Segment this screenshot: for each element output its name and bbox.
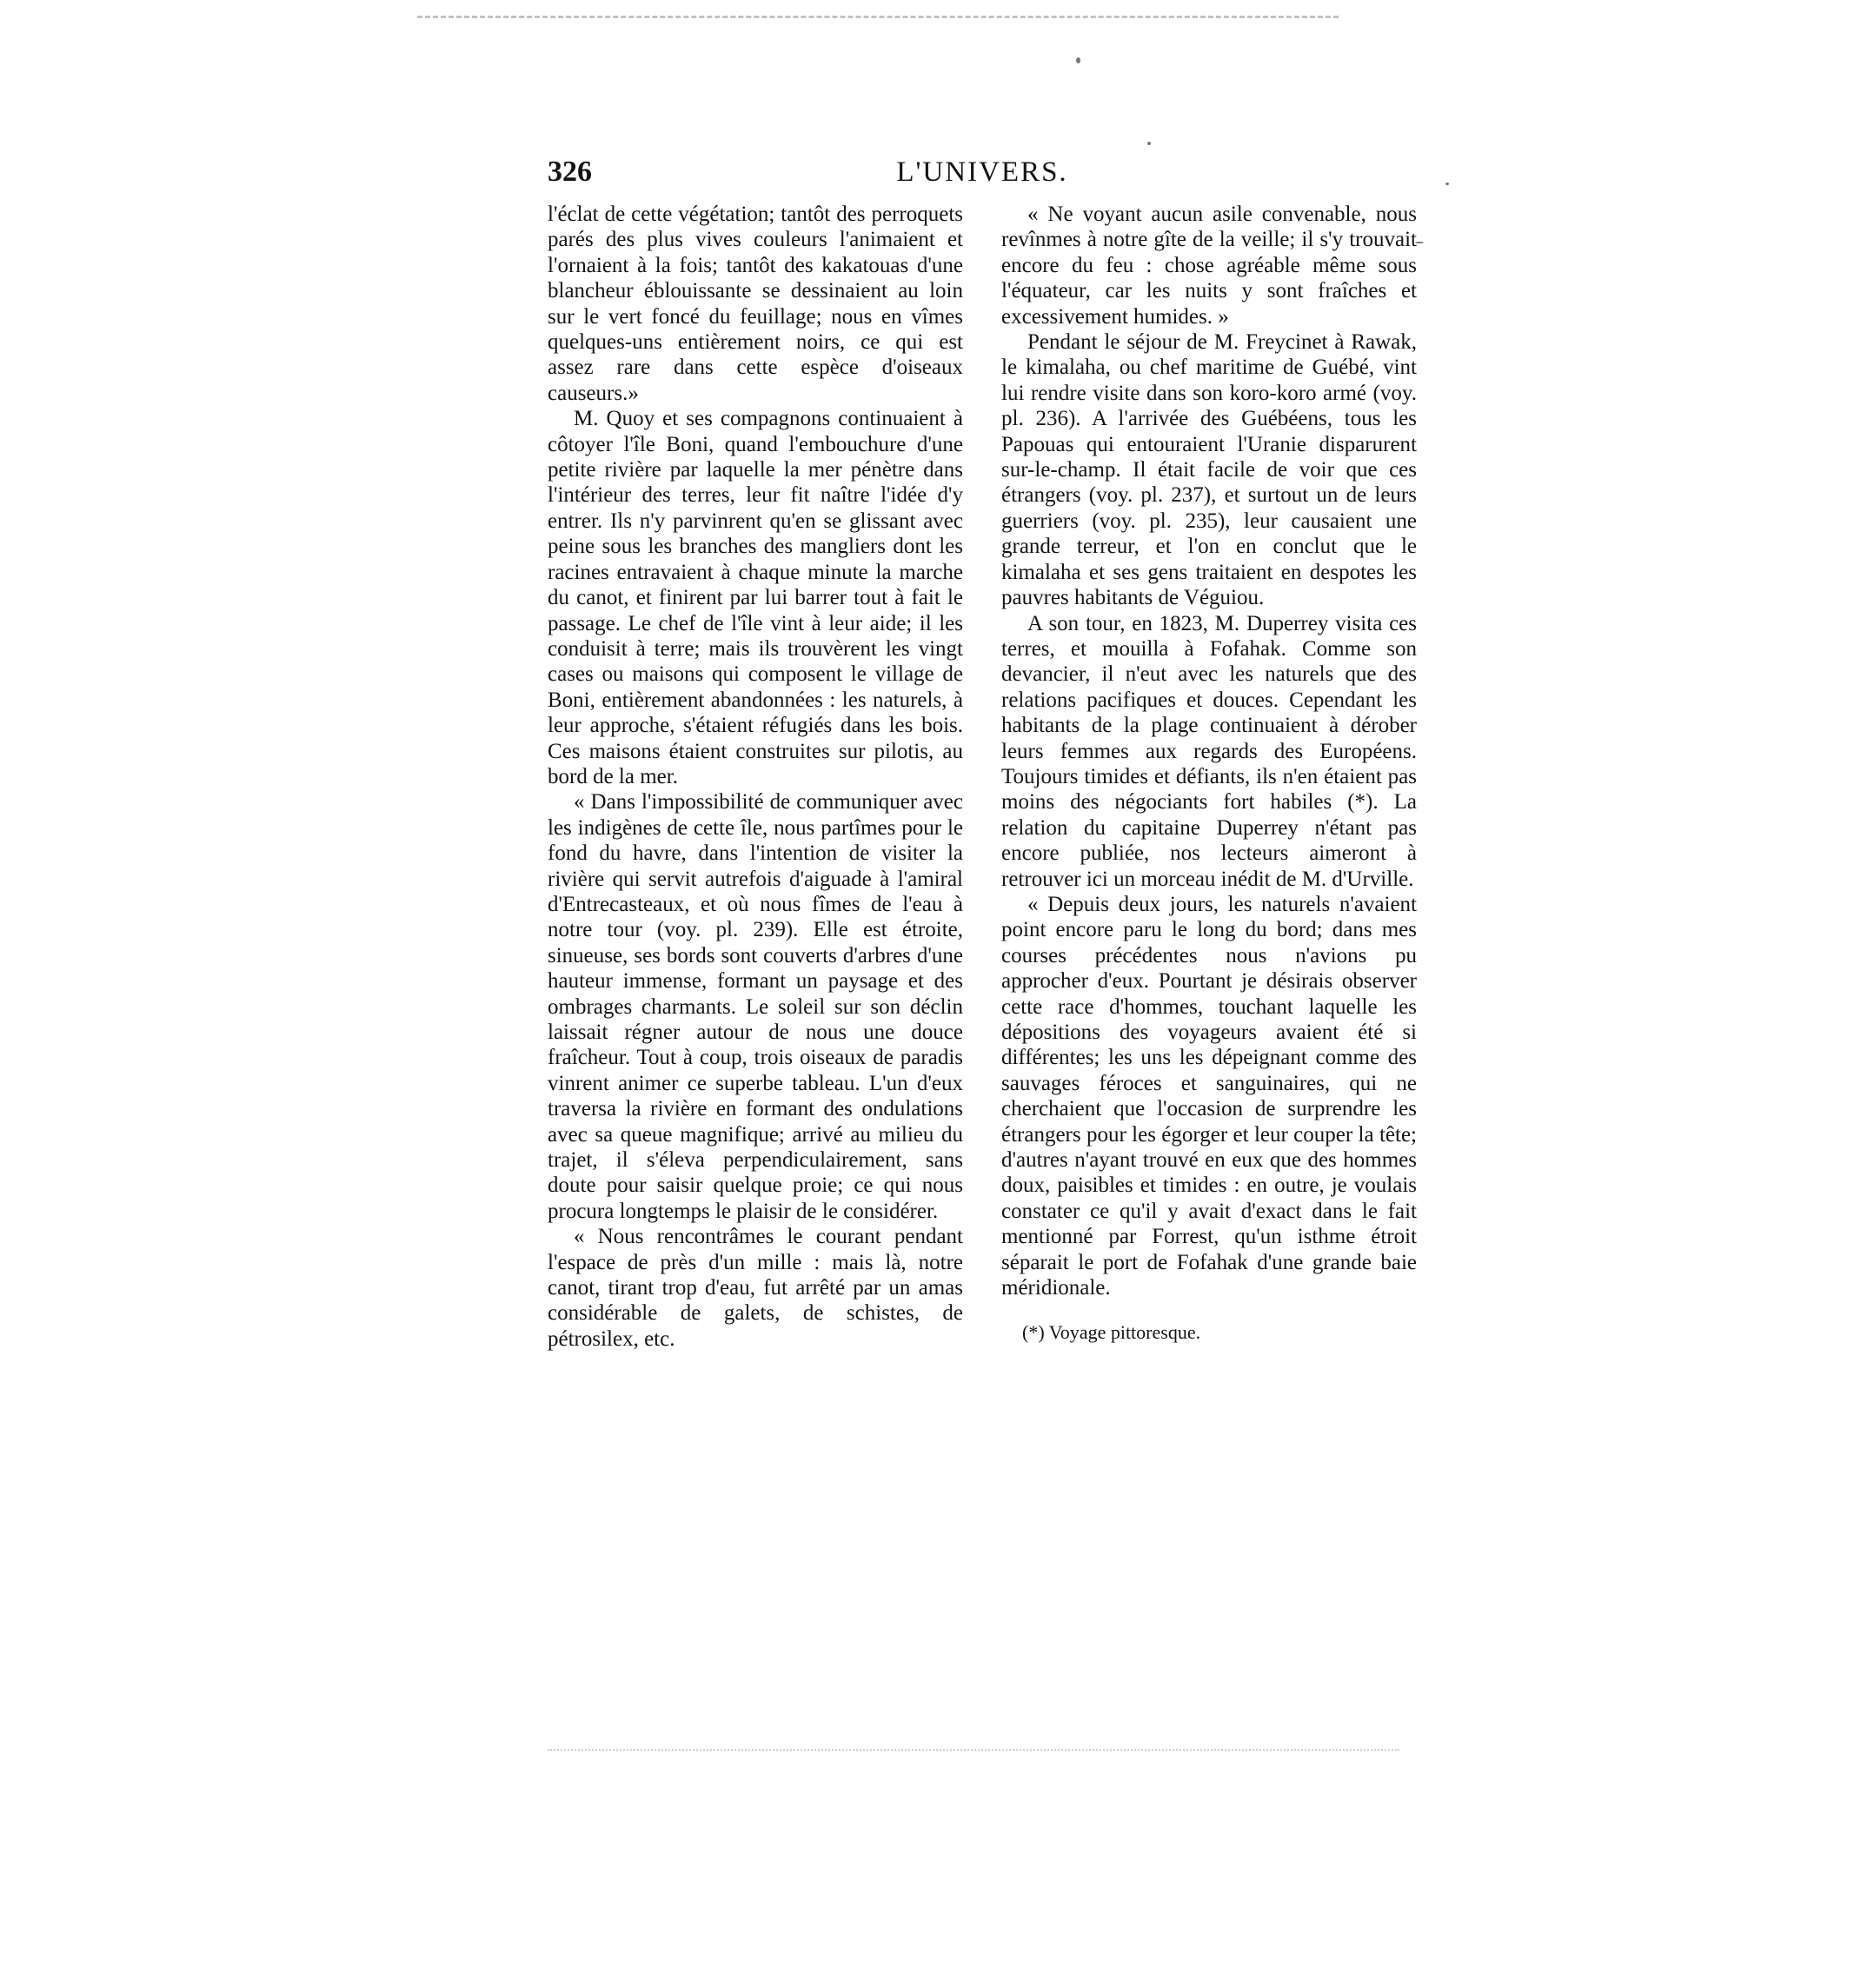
paragraph: l'éclat de cette végétation; tantôt des perroquets parés des plus vives couleurs l'animaient et l'ornaient à la fois; tantôt des kakatouas d'une blancheur éblouissante se dessinaient au loin sur le vert foncé du feuillage; nous en vîmes quelques-uns entièrement noirs, ce qui est assez rare dans cette espèce d'oiseaux causeurs.» bbox=[548, 203, 963, 405]
scan-speck bbox=[1147, 142, 1151, 145]
scan-speck bbox=[1445, 183, 1449, 185]
paragraph: « Ne voyant aucun asile convenable, nous revînmes à notre gîte de la veille; il s'y trouvait encore du feu : chose agréable même sous l'équateur, car les nuits y sont fraîches et excessivement humides. » bbox=[1001, 203, 1417, 329]
scan-edge-top bbox=[417, 16, 1339, 18]
running-title: L'UNIVERS. bbox=[896, 156, 1068, 188]
paragraph: A son tour, en 1823, M. Duperrey visita ces terres, et mouilla à Fofahak. Comme son devancier, il n'eut avec les naturels que des relations pacifiques et douces. Cependant les habitants de la plage continuaient à dérober leurs femmes aux regards des Européens. Toujours timides et défiants, ils n'en étaient pas moins des négociants fort habiles (*). La relation du capitaine Duperrey n'étant pas encore publiée, nos lecteurs aimeront à retrouver ici un morceau inédit de M. d'Urville. bbox=[1001, 611, 1417, 891]
paragraph: « Nous rencontrâmes le courant pendant l'espace de près d'un mille : mais là, notre canot, tirant trop d'eau, fut arrêté par un amas considérable de galets, de schistes, de pétrosilex, etc. bbox=[548, 1225, 963, 1351]
page-number: 326 bbox=[548, 156, 592, 188]
paragraph: M. Quoy et ses compagnons continuaient à côtoyer l'île Boni, quand l'embouchure d'une petite rivière par laquelle la mer pénètre dans l'intérieur des terres, leur fit naître l'idée d'y entrer. Ils n'y parvinrent qu'en se glissant avec peine sous les branches des mangliers dont les racines entravaient à chaque minute la marche du canot, et finirent par lui barrer tout à fait le passage. Le chef de l'île vint à leur aide; il les conduisit à terre; mais ils trouvèrent les vingt cases ou maisons qui composent le village de Boni, entièrement abandonnées : les naturels, à leur approche, s'étaient réfugiés dans les bois. Ces maisons étaient construites sur pilotis, au bord de la mer. bbox=[548, 407, 963, 788]
paragraph: « Dans l'impossibilité de communiquer avec les indigènes de cette île, nous partîmes pour le fond du havre, dans l'intention de visiter la rivière qui servit autrefois d'aiguade à l'amiral d'Entrecasteaux, et où nous fîmes de l'eau à notre tour (voy. pl. 239). Elle est étroite, sinueuse, ses bords sont couverts d'arbres d'une hauteur immense, formant un paysage et des ombrages charmants. Le soleil sur son déclin laissait régner autour de nous une douce fraîcheur. Tout à coup, trois oiseaux de paradis vinrent animer ce superbe tableau. L'un d'eux traversa la rivière en formant des ondulations avec sa queue magnifique; arrivé au milieu du trajet, il s'éleva perpendiculairement, sans doute pour saisir quelque proie; ce qui nous procura longtemps le plaisir de le considérer. bbox=[548, 790, 963, 1223]
footnote: (*) Voyage pittoresque. bbox=[1022, 1321, 1201, 1344]
scan-speck bbox=[1076, 57, 1080, 63]
scan-edge-bottom bbox=[548, 1749, 1399, 1751]
right-column bbox=[1001, 202, 1417, 1346]
paragraph: Pendant le séjour de M. Freycinet à Rawak, le kimalaha, ou chef maritime de Guébé, vint lui rendre visite dans son koro-koro armé (voy. pl. 236). A l'arrivée des Guébéens, tous les Papouas qui entouraient l'Uranie disparurent sur-le-champ. Il était facile de voir que ces étrangers (voy. pl. 237), et surtout un de leurs guerriers (voy. pl. 235), leur causaient une grande terreur, et l'on en conclut que le kimalaha et ses gens traitaient en despotes les pauvres habitants de Véguiou. bbox=[1001, 330, 1417, 610]
left-column bbox=[548, 202, 963, 1352]
running-header bbox=[548, 155, 1417, 189]
paragraph: « Depuis deux jours, les naturels n'avaient point encore paru le long du bord; dans mes courses précédentes nous n'avions pu approcher d'eux. Pourtant je désirais observer cette race d'hommes, touchant laquelle les dépositions des voyageurs avaient été si différentes; les uns les dépeignant comme des sauvages féroces et sanguinaires, qui ne cherchaient que l'occasion de surprendre les étrangers pour les égorger et leur couper la tête; d'autres n'ayant trouvé en eux que des hommes doux, paisibles et timides : en outre, je voulais constater ce qu'il y avait d'exact dans le fait mentionné par Forrest, qu'un isthme étroit séparait le port de Fofahak d'une grande baie méridionale. bbox=[1001, 892, 1417, 1300]
